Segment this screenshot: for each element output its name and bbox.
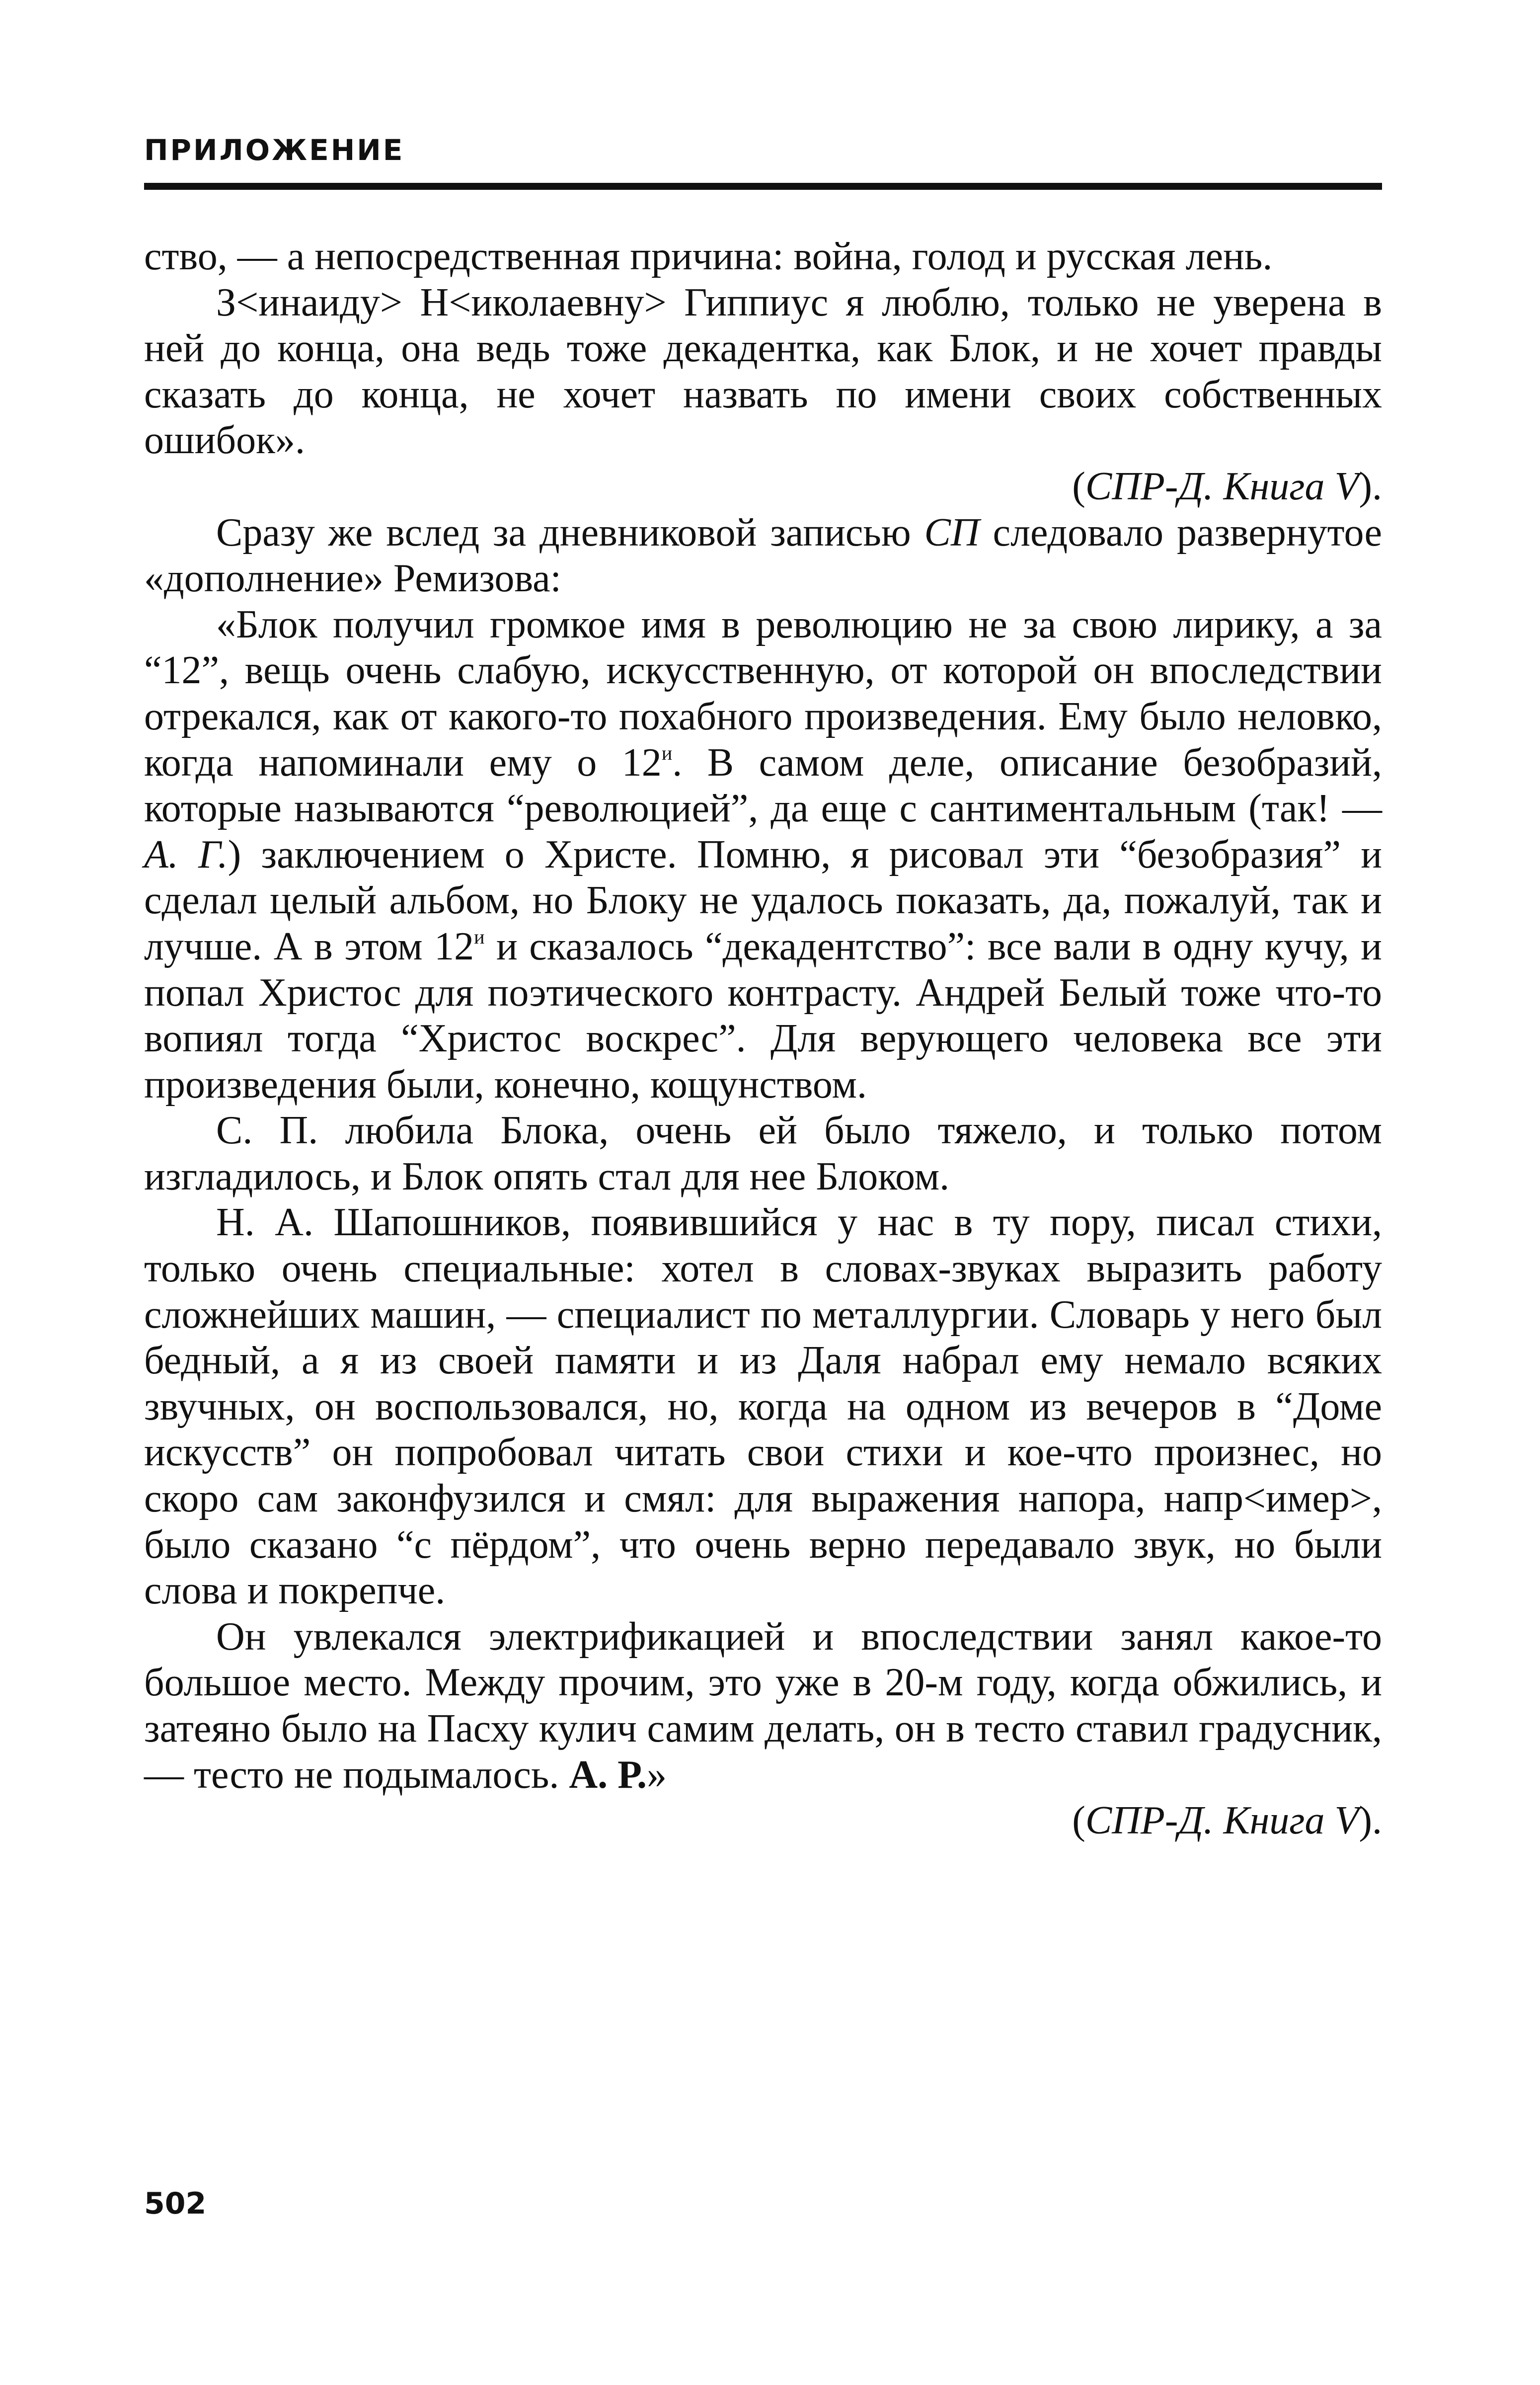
paragraph-3: [144, 510, 1382, 602]
author-signature: А. Р.: [569, 1752, 647, 1797]
paragraph-4-part-a: «Блок получил громкое имя в революцию не за свою лирику, а за “12”, вещь очень слабую, искусственную, от которой он впоследствии отрекался, как от какого-то похабного произведения. Ему было неловко, когда напоминали ему о 12: [144, 602, 1382, 785]
paragraph-1: [144, 234, 1382, 280]
source-citation-2-text: СПР-Д. Книга V: [1085, 1799, 1359, 1843]
superscript-1: и: [661, 741, 673, 764]
running-header: ПРИЛОЖЕНИЕ: [144, 133, 405, 167]
page-number: 502: [144, 2186, 207, 2221]
paragraph-5: [144, 1108, 1382, 1199]
paragraph-4-part-d: и сказалось “декадентство”: все вали в одну кучу, и попал Христос для поэтического контрасту. Андрей Белый тоже что-то вопиял тогда “Христос воскрес”. Для верующего человека все эти произведения были, конечно, кощунством.: [144, 924, 1382, 1107]
source-citation-1: (СПР-Д. Книга V).: [1072, 464, 1382, 508]
paragraph-4: [144, 602, 1382, 1108]
paragraph-7-text: Он увлекался электрификацией и впоследствии занял какое-то большое место. Между прочим, это уже в 20-м году, когда обжились, и затеяно было на Пасху кулич самим делать, он в тесто ставил градусник, — тесто не подымалось.: [144, 1614, 1382, 1797]
header-rule: [144, 183, 1382, 190]
paragraph-7: [144, 1614, 1382, 1798]
paragraph-2-text: З<инаиду> Н<иколаевну> Гиппиус я люблю, только не уверена в ней до конца, она ведь тоже декадентка, как Блок, и не хочет правды сказать до конца, не хочет назвать по имени своих собственных ошибок».: [144, 280, 1382, 463]
paragraph-5-text: С. П. любила Блока, очень ей было тяжело, и только потом изгладилось, и Блок опять стал для нее Блоком.: [144, 1109, 1382, 1198]
closing-quote: »: [647, 1752, 667, 1797]
main-text: [144, 234, 1382, 1844]
paragraph-3-before: Сразу же вслед за дневниковой записью: [216, 510, 924, 555]
paragraph-3-after: следовало развернутое «дополнение» Ремизова:: [144, 510, 1383, 601]
sp-abbreviation: СП: [924, 510, 980, 555]
paragraph-1-text: ство, — а непосредственная причина: война, голод и русская лень.: [144, 235, 1273, 278]
editor-initials: А. Г.: [144, 832, 228, 876]
superscript-2: и: [474, 925, 485, 948]
paragraph-6-text: Н. А. Шапошников, появившийся у нас в ту пору, писал стихи, только очень специальные: хотел в словах-звуках выразить работу сложнейших машин, — специалист по металлургии. Словарь у него был бедный, а я из своей памяти и из Даля набрал ему немало всяких звучных, он воспользовался, но, когда на одном из вечеров в “Доме искусств” он попробовал читать свои стихи и кое-что произнес, но скоро сам законфузился и смял: для выражения напора, напр<имер>, было сказано “с пёрдом”, что очень верно передавало звук, но были слова и покрепче.: [144, 1200, 1382, 1613]
source-citation-1-text: СПР-Д. Книга V: [1085, 464, 1359, 508]
paragraph-2: [144, 280, 1382, 464]
paragraph-4-part-c: ) заключением о Христе. Помню, я рисовал эти “безобразия” и сделал целый альбом, но Блоку не удалось показать, да, пожалуй, так и лучше. А в этом 12: [144, 832, 1382, 968]
paragraph-4-part-b: . В самом деле, описание безобразий, которые называются “революцией”, да еще с сантиментальным (так! —: [144, 740, 1382, 831]
paragraph-6: [144, 1199, 1382, 1613]
source-citation-2: (СПР-Д. Книга V).: [1072, 1799, 1382, 1843]
